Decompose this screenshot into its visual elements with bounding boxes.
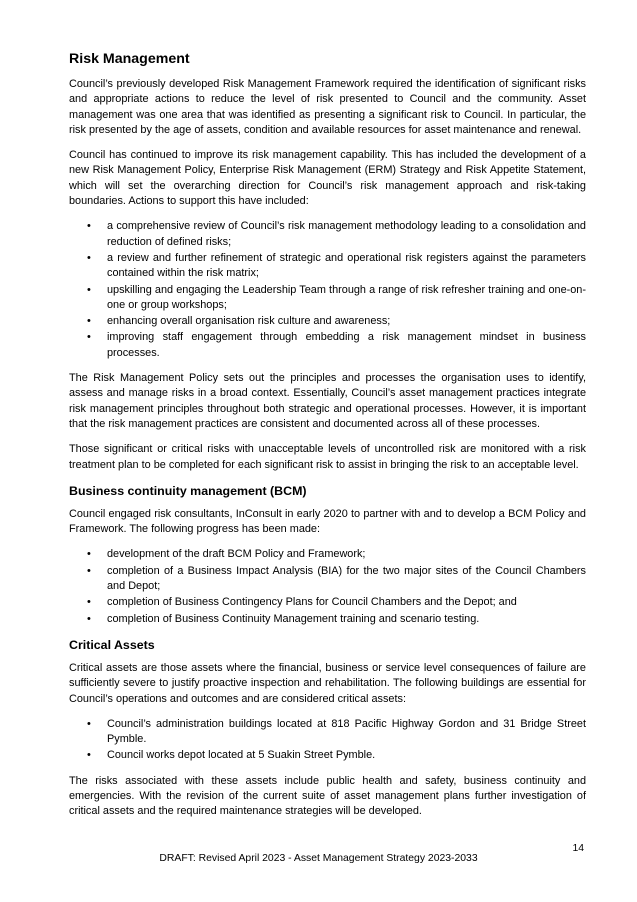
risk-management-paragraph-3: The Risk Management Policy sets out the principles and processes the organisation uses to identify, assess and manage risks in a broad context. Essentially, Council’s asset management practices integrate risk management principles throughout both strategic and operational processes. However, it is important that the risk management practices are consistent and documented across all of these processes. [69,372,586,430]
bcm-paragraph-1: Council engaged risk consultants, InConsult in early 2020 to partner with and to develop a BCM Policy and Framework. The following progress has been made: [69,507,586,536]
critical-assets-paragraph-1: Critical assets are those assets where the financial, business or service level consequences of failure are sufficiently severe to justify proactive inspection and rehabilitation. The following buildings are essential for Council’s operations and outcomes and are considered critical assets: [69,661,586,705]
list-item: • completion of Business Contingency Plans for Council Chambers and the Depot; and [69,595,586,610]
list-item: • Council works depot located at 5 Suakin Street Pymble. [69,748,586,763]
list-item: • enhancing overall organisation risk culture and awareness; [69,314,586,329]
risk-management-paragraph-4: Those significant or critical risks with unacceptable levels of uncontrolled risk are monitored with a risk treatment plan to be completed for each significant risk to assist in bringing the risk to an acceptable level. [69,443,586,471]
bcm-progress-list [69,547,586,626]
risk-management-paragraph-1: Council’s previously developed Risk Management Framework required the identification of significant risks and appropriate actions to reduce the level of risk presented to Council and the community. Asset management was one area that was identified as presenting a significant risk to Council. In particular, the risk presented by the age of assets, condition and available resources for asset maintenance and renewal. [69,78,586,136]
bcm-heading: Business continuity management (BCM) [69,483,307,498]
list-item: • improving staff engagement through embedding a risk management mindset in business processes. [69,330,586,361]
list-item: • a review and further refinement of strategic and operational risk registers against the parameters contained within the risk matrix; [69,251,586,282]
risk-actions-list [69,219,586,361]
list-item: • completion of Business Continuity Management training and scenario testing. [69,612,586,627]
page-footer: DRAFT: Revised April 2023 - Asset Management Strategy 2023-2033 [159,853,478,864]
list-item: • development of the draft BCM Policy and Framework; [69,547,586,562]
list-item: • completion of a Business Impact Analysis (BIA) for the two major sites of the Council Chambers and Depot; [69,564,586,595]
critical-assets-heading: Critical Assets [69,637,155,652]
page-number: 14 [572,843,584,854]
document-page [69,50,586,830]
list-item: • Council’s administration buildings located at 818 Pacific Highway Gordon and 31 Bridge Street Pymble. [69,717,586,748]
critical-assets-list [69,717,586,764]
critical-assets-paragraph-2: The risks associated with these assets include public health and safety, business continuity and emergencies. With the revision of the current suite of asset management plans further investigation of critical assets and the required maintenance strategies will be developed. [69,774,586,818]
risk-management-paragraph-2: Council has continued to improve its risk management capability. This has included the development of a new Risk Management Policy, Enterprise Risk Management (ERM) Strategy and Risk Appetite Statement, which will set the overarching direction for Council’s risk management approach and risk-taking boundaries. Actions to support this have included: [69,149,586,208]
list-item: • a comprehensive review of Council’s risk management methodology leading to a consolidation and reduction of defined risks; [69,219,586,250]
risk-management-heading: Risk Management [69,51,190,67]
list-item: • upskilling and engaging the Leadership Team through a range of risk refresher training and one-on-one or group workshops; [69,283,586,314]
